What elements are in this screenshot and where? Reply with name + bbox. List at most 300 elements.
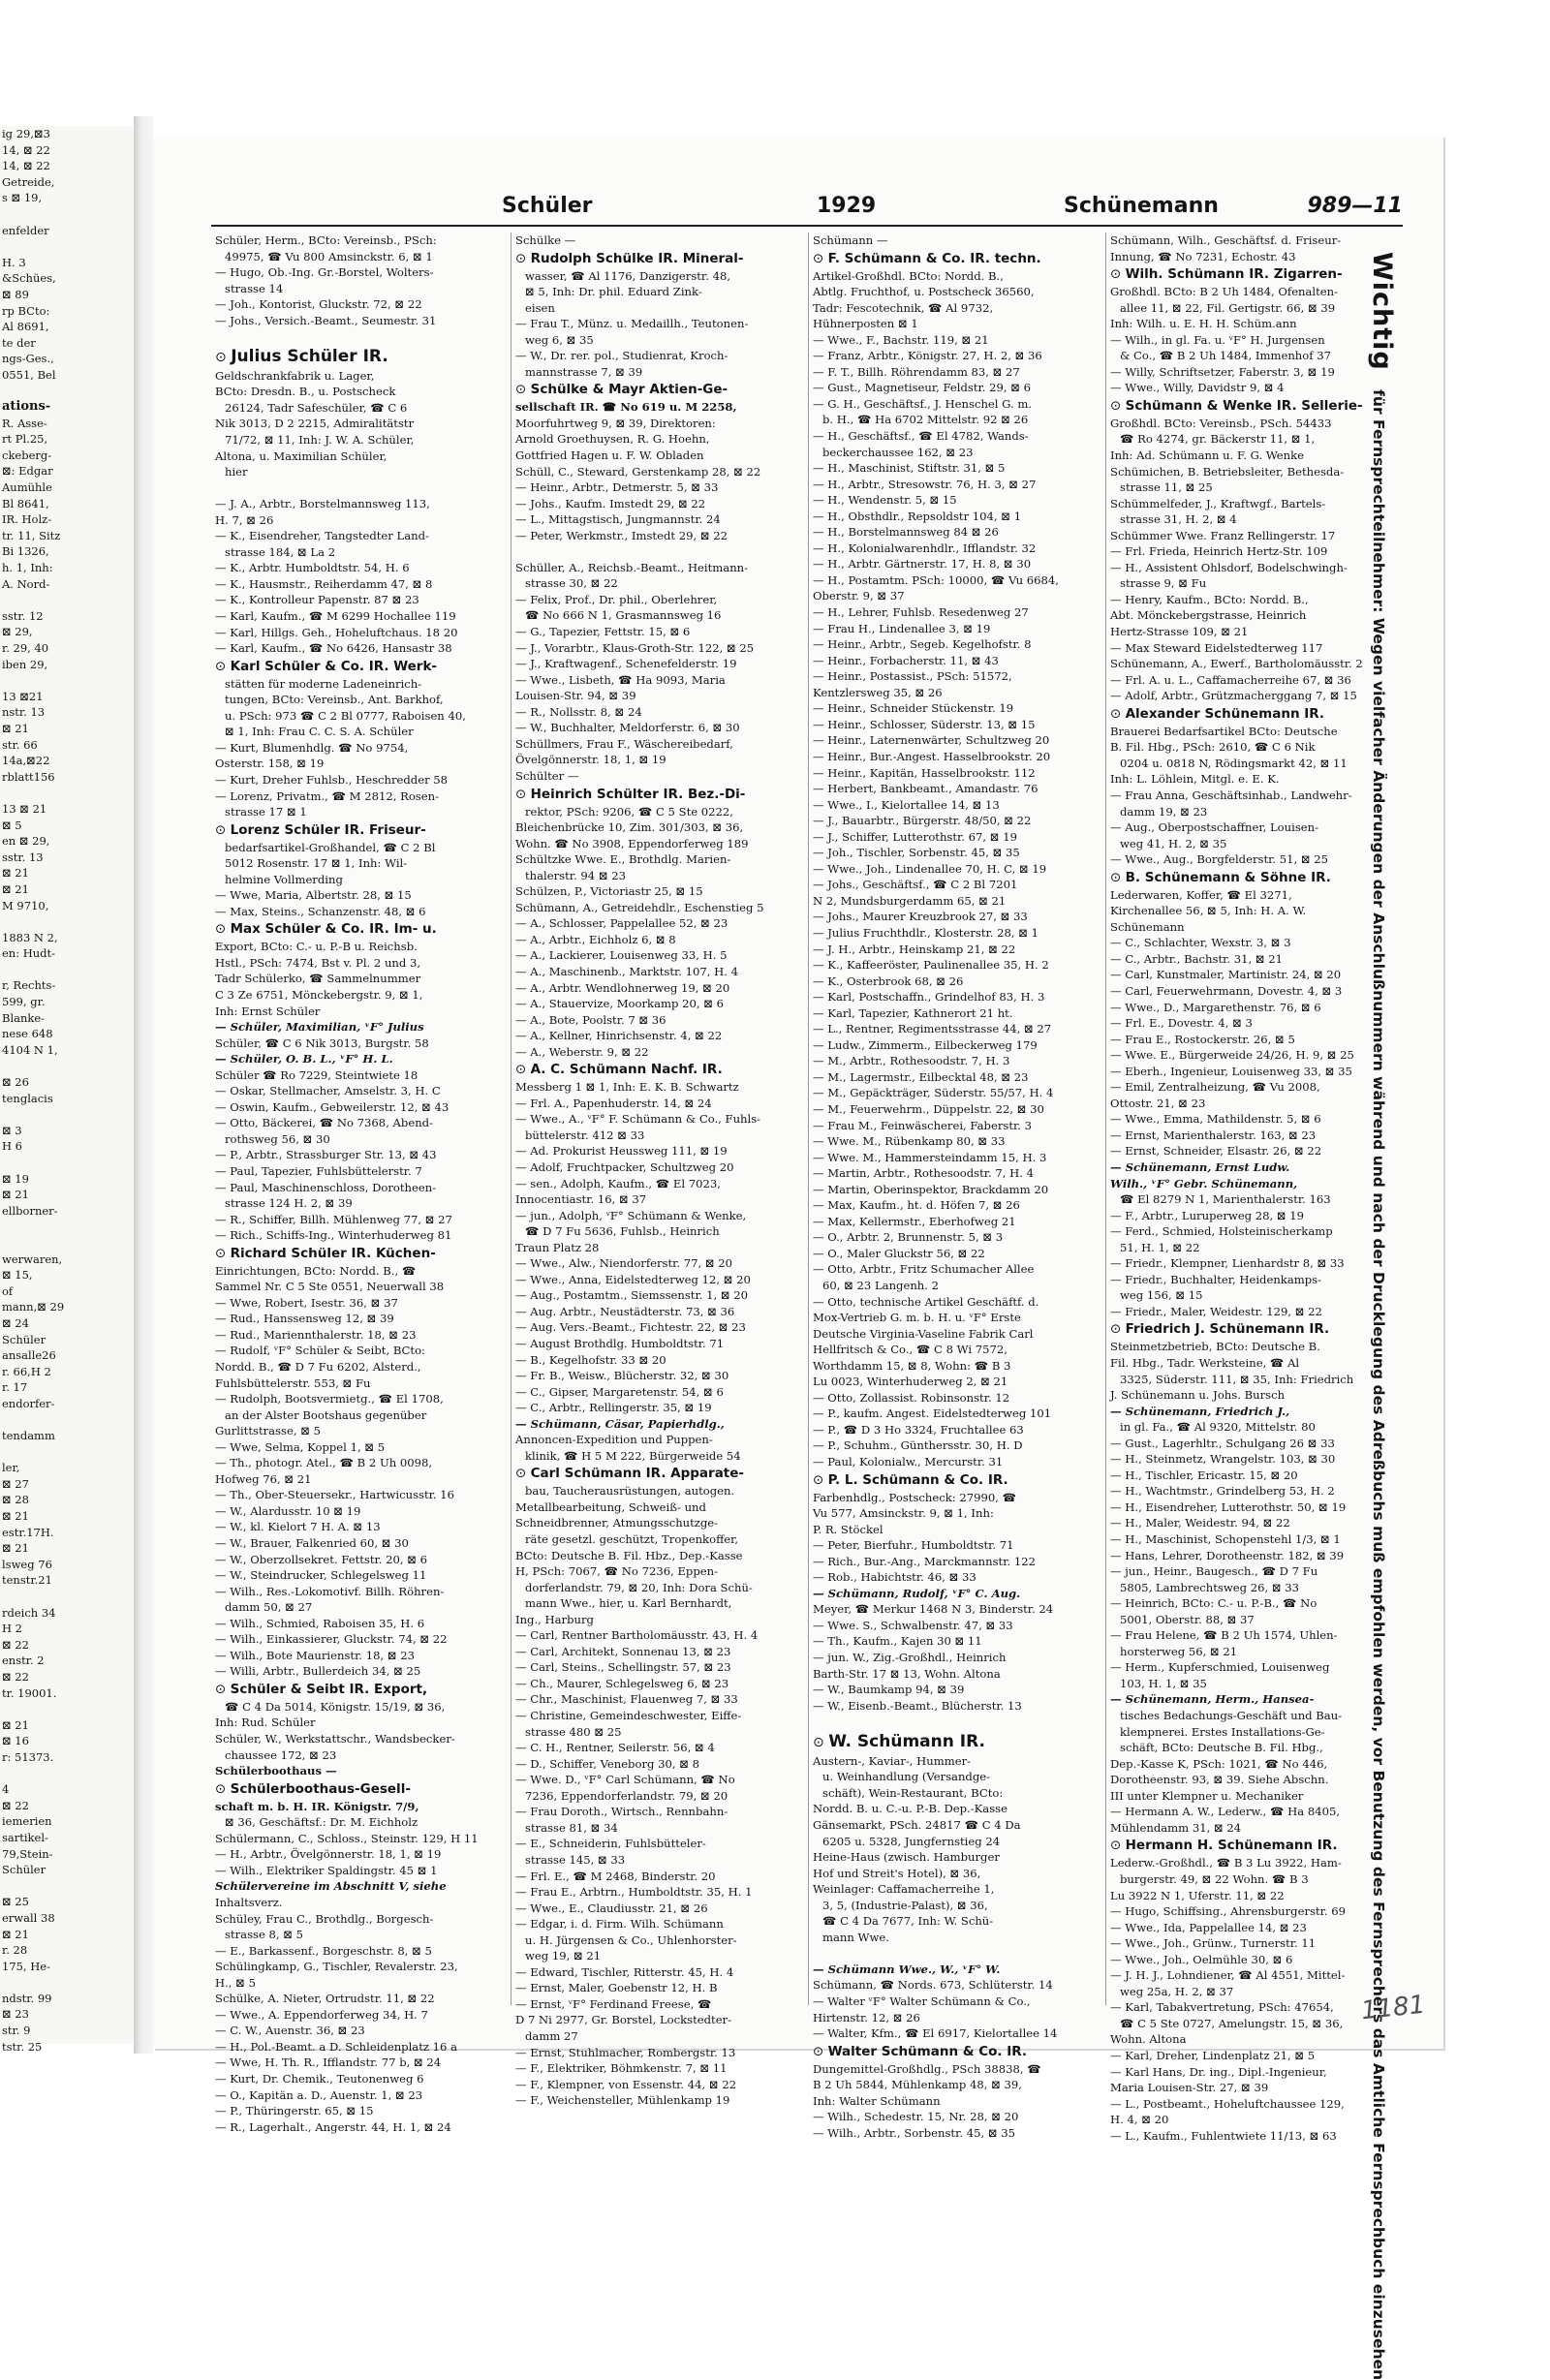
entry-line: ⊙ Schülke & Mayr Aktien-Ge- — [512, 380, 804, 399]
entry-line: 0204 u. 0818 N, Rödingsmarkt 42, ⊠ 11 — [1120, 756, 1348, 770]
entry-line — [809, 1945, 1101, 1962]
left-page-line: ⊠ 27 — [2, 1476, 29, 1491]
left-page-line: tenglacis — [2, 1091, 53, 1105]
entry-line: — Wwe., Aug., Borgfelderstr. 51, ⊠ 25 — [1110, 852, 1329, 867]
left-page-line: r. 17 — [2, 1380, 28, 1395]
entry-line: — P., Schuhm., Günthersstr. 30, H. D — [813, 1438, 1023, 1453]
entry-line: — H., Eisendreher, Lutterothstr. 50, ⊠ 19 — [1110, 1499, 1347, 1514]
entry-line: — Christine, Gemeindeschwester, Eiffe- — [515, 1709, 742, 1723]
left-page-line: 13 ⊠21 — [2, 689, 44, 703]
entry-line: tisches Bedachungs-Geschäft und Bau- — [1120, 1709, 1343, 1723]
entry-line: Innung, ☎ No 7231, Echostr. 43 — [1110, 249, 1296, 263]
entry-line: Ing., Harburg — [515, 1612, 594, 1626]
entry-line: ☎ El 8279 N 1, Marienthalerstr. 163 — [1120, 1192, 1331, 1207]
entry-line: ⊙ Schümann & Wenke IR. Sellerie- — [1106, 396, 1358, 416]
entry-line: burgerstr. 49, ⊠ 22 Wohn. ☎ B 3 — [1120, 1871, 1309, 1886]
entry-line: — Friedr., Maler, Weidestr. 129, ⊠ 22 — [1110, 1304, 1322, 1318]
left-page-line: ⊠ 16 — [2, 1734, 29, 1748]
entry-line: — Frau E., Rostockerstr. 26, ⊠ 5 — [1110, 1032, 1295, 1046]
left-page-line: en: Hudt- — [2, 946, 56, 961]
entry-line: P. R. Stöckel — [813, 1522, 884, 1536]
entry-line: III unter Klempner u. Mechaniker — [1110, 1788, 1304, 1803]
entry-line: — Hermann A. W., Lederw., ☎ Ha 8405, — [1110, 1805, 1341, 1819]
entry-line: — O., Arbtr. 2, Brunnenstr. 5, ⊠ 3 — [813, 1230, 1004, 1245]
entry-line: — W., Steindrucker, Schlegelsweg 11 — [215, 1568, 427, 1583]
entry-line: rothsweg 56, ⊠ 30 — [225, 1131, 330, 1146]
entry-line: Schülter — — [515, 768, 579, 783]
entry-line: — Wwe., Willy, Davidstr 9, ⊠ 4 — [1110, 381, 1285, 395]
entry-line: J. Schünemann u. Johs. Bursch — [1110, 1388, 1286, 1403]
entry-line: — Wilh., Schedestr. 15, Nr. 28, ⊠ 20 — [813, 2110, 1019, 2124]
entry-line: — Hans, Lehrer, Dorotheenstr. 182, ⊠ 39 — [1110, 1548, 1345, 1562]
entry-line: Vu 577, Amsinckstr. 9, ⊠ 1, Inh: — [813, 1506, 994, 1521]
left-page-line — [0, 962, 134, 978]
entry-line: — Paul, Maschinenschloss, Dorotheen- — [215, 1180, 437, 1194]
entry-line: — Karl, Hillgs. Geh., Hoheluftchaus. 18 20 — [215, 625, 458, 639]
header-first-entry: Schüler — [502, 194, 593, 218]
entry-line: 6205 u. 5328, Jungfernstieg 24 — [822, 1834, 1001, 1848]
left-page-line: 14, ⊠ 22 — [2, 159, 50, 173]
left-page-line: ⊠ 28 — [2, 1493, 29, 1507]
entry-line: strasse 480 ⊠ 25 — [525, 1724, 622, 1739]
entry-line: Tadr Schülerko, ☎ Sammelnummer — [215, 972, 421, 986]
entry-line: — Heinr., Schneider Stückenstr. 19 — [813, 701, 1014, 716]
entry-line: — August Brothdlg. Humboldtstr. 71 — [515, 1337, 725, 1350]
entry-line: — Heinr., Postassist., PSch: 51572, — [813, 669, 1012, 684]
left-page-line — [0, 206, 134, 223]
entry-line: — F., Elektriker, Böhmkenstr. 7, ⊠ 11 — [515, 2061, 728, 2076]
entry-line: — A., Arbtr. Wendlohnerweg 19, ⊠ 20 — [515, 980, 730, 995]
entry-line: ☎ C 4 Da 7677, Inh: W. Schü- — [822, 1914, 994, 1929]
entry-line: — Carl, Kunstmaler, Martinistr. 24, ⊠ 20 — [1110, 968, 1342, 982]
entry-line: Schüler ☎ Ro 7229, Steintwiete 18 — [215, 1067, 418, 1082]
entry-line: ⊙ Alexander Schünemann IR. — [1106, 704, 1358, 724]
directory-page — [153, 136, 1443, 2380]
left-page-line: Aumühle — [2, 480, 52, 495]
entry-line: — Kurt, Dr. Chemik., Teutonenweg 6 — [215, 2071, 424, 2086]
entry-line: tungen, BCto: Vereinsb., Ant. Barkhof, — [225, 693, 444, 707]
entry-line: — Wwe. D., ᵛF° Carl Schümann, ☎ No — [515, 1773, 735, 1787]
entry-line: in gl. Fa., ☎ Al 9320, Mittelstr. 80 — [1120, 1420, 1316, 1435]
entry-line: — H., Tischler, Ericastr. 15, ⊠ 20 — [1110, 1468, 1298, 1482]
left-page-line: iben 29, — [2, 657, 48, 671]
entry-line: — M., Gepäckträger, Süderstr. 55/57, H. 4 — [813, 1086, 1054, 1100]
entry-line: — Wwe., A., ᵛF° F. Schümann & Co., Fuhls- — [515, 1112, 761, 1127]
entry-line: — Carl, Rentner Bartholomäusstr. 43, H. 4 — [515, 1628, 759, 1643]
entry-line: — Wilh., Elektriker Spaldingstr. 45 ⊠ 1 — [215, 1863, 438, 1877]
entry-line: — Max, Kellermstr., Eberhofweg 21 — [813, 1214, 1016, 1228]
entry-line: — Martin, Oberinspektor, Brackdamm 20 — [813, 1182, 1049, 1196]
entry-line: ⊙ Julius Schüler IR. — [211, 345, 504, 368]
entry-line: — Karl Hans, Dr. ing., Dipl.-Ingenieur, — [1110, 2064, 1327, 2079]
left-page-line: 4104 N 1, — [2, 1042, 58, 1057]
entry-line: Hühnerposten ⊠ 1 — [813, 317, 918, 331]
left-page-line: Bl 8641, — [2, 496, 49, 510]
entry-line: Mox-Vertrieb G. m. b. H. u. ᵛF° Erste — [813, 1311, 1021, 1325]
left-page-line: 1883 N 2, — [2, 930, 58, 944]
entry-line: — Julius Fruchthdlr., Klosterstr. 28, ⊠ 1 — [813, 925, 1039, 940]
entry-line: schäft), Wein-Restaurant, BCto: — [822, 1785, 1004, 1800]
entry-line: ⊙ F. Schümann & Co. IR. techn. — [809, 249, 1101, 268]
left-page-line: ⊠ 26 — [2, 1075, 29, 1090]
left-page-line: erwall 38 — [2, 1910, 55, 1925]
entry-line: Innocentiastr. 16, ⊠ 37 — [515, 1192, 647, 1207]
entry-line: Annoncen-Expedition und Puppen- — [515, 1433, 713, 1447]
entry-line: — Frl. A. u. L., Caffamacherreihe 67, ⊠ 36 — [1110, 672, 1351, 687]
entry-line: — Wwe. E., Bürgerweide 24/26, H. 9, ⊠ 25 — [1110, 1048, 1354, 1063]
entry-line: — Schünemann, Ernst Ludw. — [1110, 1159, 1290, 1174]
entry-line: ⊙ B. Schünemann & Söhne IR. — [1106, 868, 1358, 887]
entry-line: — Johs., Maurer Kreuzbrook 27, ⊠ 33 — [813, 910, 1028, 924]
entry-line: — G. H., Geschäftsf., J. Henschel G. m. — [813, 396, 1033, 411]
entry-line: — Frl. A., Papenhuderstr. 14, ⊠ 24 — [515, 1096, 712, 1110]
entry-line: — Max, Steins., Schanzenstr. 48, ⊠ 6 — [215, 904, 426, 918]
entry-line: Gänsemarkt, PSch. 24817 ☎ C 4 Da — [813, 1817, 1021, 1832]
entry-line — [211, 328, 504, 345]
entry-line: — Otto, Bäckerei, ☎ No 7368, Abend- — [215, 1116, 434, 1130]
entry-line: — Rud., Mariennthalerstr. 18, ⊠ 23 — [215, 1327, 417, 1342]
entry-line: — Carl, Architekt, Sonnenau 13, ⊠ 23 — [515, 1644, 731, 1658]
left-page-line: Getreide, — [2, 174, 55, 189]
entry-line: — Karl, Postschaffn., Grindelhof 83, H. 3 — [813, 990, 1045, 1005]
entry-line: — C. W., Auenstr. 36, ⊠ 23 — [215, 2024, 365, 2038]
entry-line: — Wwe. M., Rübenkamp 80, ⊠ 33 — [813, 1134, 1006, 1149]
left-page-line: ⊠ 21 — [2, 881, 29, 896]
notice-text: für Fernsprechteilnehmer: Wegen vielfacher Änderungen der Anschlußnummern während und nach der Drucklegung des Adreßbuchs muß empfohlen werden, vor Benutzung des Fernsprechers das Amtliche Fernsprechbuch einzusehen — [1370, 389, 1387, 2380]
entry-line: Schülke, A. Nieter, Ortrudstr. 11, ⊠ 22 — [215, 1992, 435, 2006]
left-page-line: r, Rechts- — [2, 978, 56, 993]
entry-line: — H., Arbtr. Gärtnerstr. 17, H. 8, ⊠ 30 — [813, 557, 1032, 572]
entry-line — [211, 480, 504, 497]
entry-line: dorferlandstr. 79, ⊠ 20, Inh: Dora Schü- — [525, 1580, 753, 1594]
entry-line: Schülingkamp, G., Tischler, Revalerstr. 23, — [215, 1960, 458, 1974]
entry-line: — Wwe., E., Claudiusstr. 21, ⊠ 26 — [515, 1901, 708, 1915]
header-page-number: 989—11 — [1307, 194, 1403, 218]
left-page-line — [0, 1766, 134, 1782]
entry-line: damm 27 — [525, 2028, 578, 2043]
header-last-entry: Schünemann — [1064, 194, 1219, 218]
entry-line: — E., Schneiderin, Fuhlsbütteler- — [515, 1837, 706, 1851]
entry-line: — Ernst, ᵛF° Ferdinand Freese, ☎ — [515, 1996, 712, 2011]
entry-line: Ottostr. 21, ⊠ 23 — [1110, 1096, 1206, 1110]
entry-line: Hertz-Strasse 109, ⊠ 21 — [1110, 625, 1249, 639]
entry-line: Schünemann — [1110, 919, 1185, 934]
page-header — [211, 192, 1403, 227]
entry-line: — Max Steward Eidelstedterweg 117 — [1110, 640, 1323, 655]
entry-line: Abtlg. Fruchthof, u. Postscheck 36560, — [813, 285, 1035, 299]
entry-line: ⊙ Walter Schümann & Co. IR. — [809, 2042, 1101, 2061]
left-page-line: of — [2, 1283, 14, 1298]
entry-line: — Frau Doroth., Wirtsch., Rennbahn- — [515, 1805, 728, 1819]
left-page-line: ler, — [2, 1461, 20, 1475]
entry-line: weg 41, H. 2, ⊠ 35 — [1120, 836, 1227, 850]
entry-line: — Wwe, Robert, Isestr. 36, ⊠ 37 — [215, 1295, 398, 1310]
entry-line: Heine-Haus (zwisch. Hamburger — [813, 1850, 1000, 1865]
entry-line: H. 4, ⊠ 20 — [1110, 2113, 1169, 2127]
left-page-line: rp BCto: — [2, 303, 50, 318]
entry-line: — J., Bauarbtr., Bürgerstr. 48/50, ⊠ 22 — [813, 814, 1032, 828]
entry-line: Schülzen, P., Victoriastr 25, ⊠ 15 — [515, 884, 703, 899]
entry-line: — H., Geschäftsf., ☎ El 4782, Wands- — [813, 429, 1029, 444]
left-page-line: lsweg 76 — [2, 1557, 52, 1571]
left-page-line: ⊠ 21 — [2, 1927, 29, 1941]
left-page-line — [0, 913, 134, 930]
entry-line: & Co., ☎ B 2 Uh 1484, Immenhof 37 — [1120, 349, 1331, 363]
entry-line: Mühlendamm 31, ⊠ 24 — [1110, 1820, 1242, 1835]
handwritten-page-number: 1181 — [1359, 1990, 1427, 2026]
left-page-line: &Schües, — [2, 271, 56, 286]
entry-line: — L., Mittagstisch, Jungmannstr. 24 — [515, 512, 721, 527]
entry-line: Inh: L. Löhlein, Mitgl. e. E. K. — [1110, 772, 1280, 787]
entry-line: — K., Osterbrook 68, ⊠ 26 — [813, 974, 964, 988]
entry-line: hier — [225, 465, 248, 479]
left-page-line: ⊠ 24 — [2, 1315, 29, 1330]
entry-line: — Wwe, H. Th. R., Ifflandstr. 77 b, ⊠ 24 — [215, 2055, 442, 2070]
entry-line: — Emil, Zentralheizung, ☎ Vu 2008, — [1110, 1080, 1320, 1095]
entry-line: Nordd. B., ☎ D 7 Fu 6202, Alsterd., — [215, 1360, 421, 1374]
entry-line: — Rob., Habichtstr. 46, ⊠ 33 — [813, 1570, 976, 1585]
entry-line: Sammel Nr. C 5 Ste 0551, Neuerwall 38 — [215, 1280, 445, 1294]
entry-line: Farbenhdlg., Postscheck: 27990, ☎ — [813, 1490, 1017, 1504]
entry-line: b. H., ☎ Ha 6702 Mittelstr. 92 ⊠ 26 — [822, 413, 1029, 427]
entry-line: — Joh., Kontorist, Gluckstr. 72, ⊠ 22 — [215, 297, 422, 312]
entry-line: Hof und Streit's Hotel), ⊠ 36, — [813, 1866, 981, 1880]
left-page-line: ckeberg- — [2, 448, 52, 462]
entry-line: ⊙ W. Schümann IR. — [809, 1730, 1101, 1753]
entry-line: klinik, ☎ H 5 M 222, Bürgerweide 54 — [525, 1448, 741, 1463]
entry-line: 5001, Oberstr. 88, ⊠ 37 — [1120, 1612, 1255, 1626]
entry-line: — W., Alardusstr. 10 ⊠ 19 — [215, 1503, 361, 1518]
left-page-line: ⊠ 89 — [2, 287, 29, 301]
left-page-line — [0, 1106, 134, 1123]
entry-line: 5012 Rosenstr. 17 ⊠ 1, Inh: Wil- — [225, 856, 408, 871]
entry-line: — Johs., Versich.-Beamt., Seumestr. 31 — [215, 313, 437, 327]
left-page-line: ngs-Ges., — [2, 352, 54, 366]
entry-line: Schültzke Wwe. E., Brothdlg. Marien- — [515, 852, 731, 867]
header-year: 1929 — [817, 194, 877, 218]
left-page-line: 13 ⊠ 21 — [2, 801, 47, 816]
left-page-line: rdeich 34 — [2, 1605, 56, 1620]
entry-line: strasse 145, ⊠ 33 — [525, 1852, 626, 1867]
entry-line: — Peter, Werkmstr., Imstedt 29, ⊠ 22 — [515, 528, 728, 542]
entry-line: — Wwe. M., Hammersteindamm 15, H. 3 — [813, 1150, 1047, 1164]
left-page-line: str. 66 — [2, 737, 38, 752]
entry-line: — Karl, Tapezier, Kathnerort 21 ht. — [813, 1005, 1013, 1020]
entry-line: Worthdamm 15, ⊠ 8, Wohn: ☎ B 3 — [813, 1358, 1011, 1373]
entry-line: Louisen-Str. 94, ⊠ 39 — [515, 689, 636, 703]
entry-line: — Hugo, Ob.-Ing. Gr.-Borstel, Wolters- — [215, 265, 434, 280]
entry-line: weg 19, ⊠ 21 — [525, 1949, 602, 1963]
entry-line: — W., Dr. rer. pol., Studienrat, Kroch- — [515, 349, 728, 363]
entry-line: BCto: Dresdn. B., u. Postscheck — [215, 385, 396, 399]
entry-line: Schülermann, C., Schloss., Steinstr. 129, H 11 — [215, 1831, 479, 1845]
entry-line: — Otto, Arbtr., Fritz Schumacher Allee — [813, 1262, 1035, 1277]
entry-line: — A., Schlosser, Pappelallee 52, ⊠ 23 — [515, 916, 728, 931]
entry-line: — Wwe., F., Bachstr. 119, ⊠ 21 — [813, 332, 989, 347]
entry-line: — Martin, Arbtr., Rothesoodstr. 7, H. 4 — [813, 1166, 1035, 1181]
entry-line: — Rich., Bur.-Ang., Marckmannstr. 122 — [813, 1554, 1036, 1568]
left-page-line: endorfer- — [2, 1396, 55, 1410]
entry-line: — A., Bote, Poolstr. 7 ⊠ 36 — [515, 1012, 666, 1027]
entry-line: — Max, Kaufm., ht. d. Höfen 7, ⊠ 26 — [813, 1198, 1020, 1213]
entry-line: — H., Postamtm. PSch: 10000, ☎ Vu 6684, — [813, 572, 1059, 587]
entry-line: — Adolf, Fruchtpacker, Schultzweg 20 — [515, 1159, 734, 1174]
entry-line: BCto: Deutsche B. Fil. Hbz., Dep.-Kasse — [515, 1548, 743, 1562]
entry-line: eisen — [525, 300, 555, 315]
entry-line: bau, Taucherausrüstungen, autogen. — [525, 1484, 735, 1499]
left-page-line: tendamm — [2, 1429, 55, 1443]
entry-line: büttelerstr. 412 ⊠ 33 — [525, 1128, 645, 1142]
left-page-line — [0, 1412, 134, 1429]
entry-line: — J. A., Arbtr., Borstelmannsweg 113, — [215, 497, 430, 511]
entry-line: — Karl, Kaufm., ☎ M 6299 Hochallee 119 — [215, 609, 456, 624]
entry-line: B 2 Uh 5844, Mühlenkamp 48, ⊠ 39, — [813, 2078, 1022, 2092]
entry-line: — Heinr., Schlosser, Süderstr. 13, ⊠ 15 — [813, 717, 1036, 731]
entry-line: — E., Barkassenf., Borgeschstr. 8, ⊠ 5 — [215, 1943, 432, 1958]
entry-line: — C. H., Rentner, Seilerstr. 56, ⊠ 4 — [515, 1741, 715, 1755]
left-page-line: rblatt156 — [2, 769, 55, 784]
entry-line: ⊠ 5, Inh: Dr. phil. Eduard Zink- — [525, 285, 702, 299]
entry-line: Schümmer Wwe. Franz Rellingerstr. 17 — [1110, 528, 1336, 542]
entry-line: Inhaltsverz. — [215, 1895, 283, 1909]
left-page-line: nese 648 — [2, 1027, 53, 1041]
page-gutter — [134, 116, 153, 2054]
entry-line: — J. H., Arbtr., Heinskamp 21, ⊠ 22 — [813, 942, 1016, 956]
entry-line: Wohn. Altona — [1110, 2032, 1187, 2047]
entry-line: — Wwe., Joh., Grünw., Turnerstr. 11 — [1110, 1936, 1317, 1951]
entry-line: — Wilh., Res.-Lokomotivf. Billh. Röhren- — [215, 1584, 445, 1598]
entry-line: — Rudolph, Bootsvermietg., ☎ El 1708, — [215, 1392, 444, 1406]
left-page-line — [0, 1444, 134, 1461]
entry-line: — Peter, Bierfuhr., Humboldtstr. 71 — [813, 1538, 1014, 1553]
left-page-line — [0, 1589, 134, 1605]
entry-line: an der Alster Bootshaus gegenüber — [225, 1407, 427, 1422]
entry-line: — Wilh., Arbtr., Sorbenstr. 45, ⊠ 35 — [813, 2125, 1015, 2140]
entry-line: strasse 11, ⊠ 25 — [1120, 480, 1213, 495]
entry-line: 5805, Lambrechtsweg 26, ⊠ 33 — [1120, 1580, 1300, 1594]
entry-line: — Wilh., in gl. Fa. u. ᵛF° H. Jurgensen — [1110, 332, 1325, 347]
entry-line: — Franz, Arbtr., Königstr. 27, H. 2, ⊠ 36 — [813, 349, 1042, 363]
entry-line: thalerstr. 94 ⊠ 23 — [525, 868, 626, 882]
entry-line: ⊙ Heinrich Schülter IR. Bez.-Di- — [512, 785, 804, 804]
entry-line: Inh: Walter Schümann — [813, 2093, 941, 2108]
entry-line: — H., Steinmetz, Wrangelstr. 103, ⊠ 30 — [1110, 1452, 1336, 1467]
entry-line: Osterstr. 158, ⊠ 19 — [215, 757, 325, 771]
entry-line: — Wwe., Lisbeth, ☎ Ha 9093, Maria — [515, 672, 726, 687]
left-page-line: estr.17H. — [2, 1525, 54, 1539]
entry-line: — Joh., Tischler, Sorbenstr. 45, ⊠ 35 — [813, 846, 1020, 860]
entry-line: — Heinr., Arbtr., Segeb. Kegelhofstr. 8 — [813, 637, 1032, 652]
entry-line: Lu 0023, Winterhuderweg 2, ⊠ 21 — [813, 1375, 1008, 1389]
entry-line: mannstrasse 7, ⊠ 39 — [525, 364, 643, 379]
entry-line: ⊠ 1, Inh: Frau C. C. S. A. Schüler — [225, 725, 414, 739]
entry-line: mann Wwe. — [822, 1930, 889, 1944]
column-2 — [511, 232, 804, 2108]
entry-line: strasse 9, ⊠ Fu — [1120, 576, 1207, 591]
entry-line: — Frau H., Lindenallee 3, ⊠ 19 — [813, 621, 991, 635]
entry-line: — R., Nollsstr. 8, ⊠ 24 — [515, 704, 642, 719]
entry-line: — Schünemann, Herm., Hansea- — [1110, 1692, 1315, 1707]
entry-line: — Karl, Tabakvertretung, PSch: 47654, — [1110, 2000, 1334, 2015]
entry-line: N 2, Mundsburgerdamm 65, ⊠ 21 — [813, 893, 1007, 908]
entry-line: — Aug., Oberpostschaffner, Louisen- — [1110, 820, 1319, 835]
left-page-line: R. Asse- — [2, 416, 47, 430]
entry-line: — Rich., Schiffs-Ing., Winterhuderweg 81 — [215, 1228, 452, 1243]
entry-line: — H., Obsthdlr., Repsoldstr 104, ⊠ 1 — [813, 509, 1022, 523]
entry-line: — D., Schiffer, Veneborg 30, ⊠ 8 — [515, 1756, 700, 1771]
entry-line: — H., Pol.-Beamt. a D. Schleidenplatz 16 a — [215, 2039, 458, 2054]
entry-line: — Oswin, Kaufm., Gebweilerstr. 12, ⊠ 43 — [215, 1099, 450, 1114]
entry-line: Einrichtungen, BCto: Nordd. B., ☎ — [215, 1263, 417, 1278]
entry-line — [512, 543, 804, 560]
entry-line: — A., Kellner, Hinrichsenstr. 4, ⊠ 22 — [515, 1029, 723, 1043]
entry-line: Hirtenstr. 12, ⊠ 26 — [813, 2010, 920, 2025]
left-page-line: ⊠ 21 — [2, 1717, 29, 1732]
entry-line: Schüller, A., Reichsb.-Beamt., Heitmann- — [515, 560, 749, 574]
entry-line: — Gust., Magnetiseur, Feldstr. 29, ⊠ 6 — [813, 381, 1032, 395]
entry-line: — Schümann Wwe., W., ᵛF° W. — [813, 1962, 1001, 1976]
left-page-line: r. 66,H 2 — [2, 1364, 51, 1378]
entry-line: — F., Weichensteller, Mühlenkamp 19 — [515, 2093, 730, 2108]
left-page-line: nstr. 13 — [2, 705, 46, 720]
entry-line: Artikel-Großhdl. BCto: Nordd. B., — [813, 268, 1004, 283]
entry-line: Gurlittstrasse, ⊠ 5 — [215, 1424, 321, 1438]
entry-line: — A., Arbtr., Eichholz 6, ⊠ 8 — [515, 932, 676, 946]
left-page-line: ⊠ 5 — [2, 818, 22, 832]
entry-line: — Wwe., Joh., Lindenallee 70, H. C, ⊠ 19 — [813, 861, 1047, 876]
entry-line: — Kurt, Blumenhdlg. ☎ No 9754, — [215, 740, 409, 755]
entry-line: — Frau E., Arbtrn., Humboldtstr. 35, H. 1 — [515, 1885, 753, 1900]
entry-line: — Ernst, Marienthalerstr. 163, ⊠ 23 — [1110, 1128, 1317, 1142]
entry-line: — C., Arbtr., Rellingerstr. 35, ⊠ 19 — [515, 1401, 712, 1415]
entry-line: Inh: Ernst Schüler — [215, 1004, 321, 1018]
entry-line: — Otto, technische Artikel Geschäftf. d. — [813, 1294, 1039, 1309]
entry-line: Bleichenbrücke 10, Zim. 301/303, ⊠ 36, — [515, 820, 744, 835]
left-page-line: 599, gr. — [2, 995, 46, 1009]
entry-line: — Otto, Zollassist. Robinsonstr. 12 — [813, 1390, 1010, 1405]
left-page-line — [0, 1155, 134, 1171]
entry-line: Weinlager: Caffamacherreihe 1, — [813, 1882, 995, 1897]
entry-line: — M., Feuerwehrm., Düppelstr. 22, ⊠ 30 — [813, 1101, 1044, 1116]
entry-line: — H., Maler, Weidestr. 94, ⊠ 22 — [1110, 1516, 1290, 1530]
entry-line: — Eberh., Ingenieur, Louisenweg 33, ⊠ 35 — [1110, 1064, 1352, 1078]
entry-line: Hellfritsch & Co., ☎ C 8 Wi 7572, — [813, 1343, 1008, 1357]
entry-line: — Schüler, O. B. L., ᵛF° H. L. — [215, 1052, 393, 1066]
entry-line: wasser, ☎ Al 1176, Danzigerstr. 48, — [525, 268, 731, 283]
entry-line: — G., Tapezier, Fettstr. 15, ⊠ 6 — [515, 625, 691, 639]
entry-line: Metallbearbeitung, Schweiß- und — [515, 1499, 706, 1514]
column-3 — [808, 232, 1101, 2140]
entry-line: — Edward, Tischler, Ritterstr. 45, H. 4 — [515, 1964, 734, 1979]
entry-line: Schüll, C., Steward, Gerstenkamp 28, ⊠ 22 — [515, 464, 761, 479]
entry-line: helmine Vollmerding — [225, 872, 343, 886]
left-page-line: ndstr. 99 — [2, 1991, 52, 2005]
entry-line: Hstl., PSch: 7474, Bst v. Pl. 2 und 3, — [215, 955, 421, 970]
entry-line: Dungemittel-Großhdlg., PSch 38838, ☎ — [813, 2061, 1041, 2076]
entry-line: Hofweg 76, ⊠ 21 — [215, 1471, 312, 1486]
entry-line: — K., Arbtr. Humboldtstr. 54, H. 6 — [215, 561, 410, 575]
entry-line: — Schümann, Cäsar, Papierhdlg., — [515, 1416, 725, 1431]
entry-line: sellschaft IR. ☎ No 619 u. M 2258, — [515, 400, 737, 415]
left-page-line: mann,⊠ 29 — [2, 1300, 65, 1314]
left-page-line: H 2 — [2, 1622, 23, 1636]
entry-line: — Aug. Arbtr., Neustädterstr. 73, ⊠ 36 — [515, 1304, 735, 1318]
entry-line: Schüler, Herm., BCto: Vereinsb., PSch: — [215, 233, 437, 247]
entry-line: — Willi, Arbtr., Bullerdeich 34, ⊠ 25 — [215, 1664, 421, 1679]
entry-line: — Frau Anna, Geschäftsinhab., Landwehr- — [1110, 788, 1352, 802]
entry-line: — F., Klempner, von Essenstr. 44, ⊠ 22 — [515, 2077, 737, 2091]
left-page-line: ig 29,⊠3 — [2, 127, 50, 140]
